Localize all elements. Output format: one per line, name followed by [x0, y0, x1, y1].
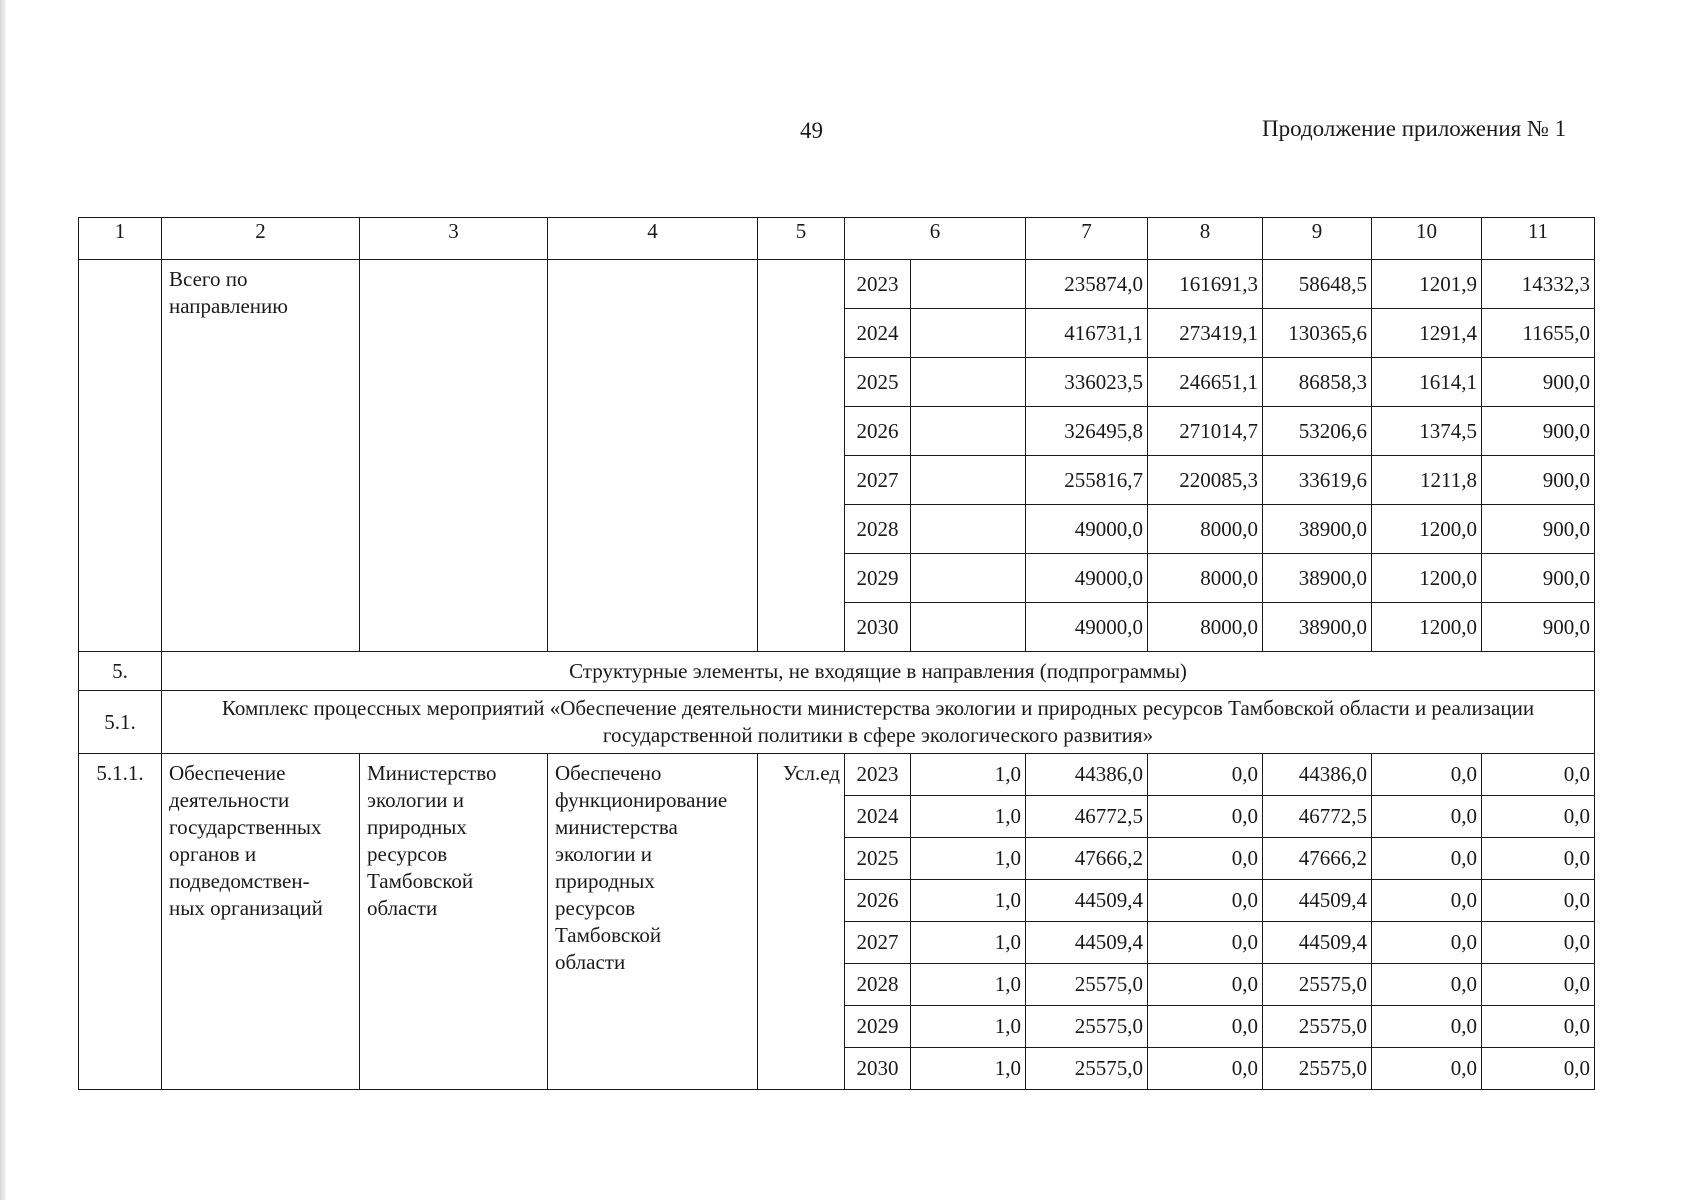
- total-cell: 25575,0: [1026, 964, 1148, 1006]
- block2-result-line: функционирование: [555, 788, 728, 812]
- indicator-cell: 1,0: [911, 796, 1026, 838]
- federal-cell: 0,0: [1148, 796, 1263, 838]
- indicator-cell: 1,0: [911, 754, 1026, 796]
- federal-cell: 0,0: [1148, 838, 1263, 880]
- regional-cell: 25575,0: [1263, 1006, 1372, 1048]
- block2-unit-cell: Усл.ед: [758, 754, 845, 1090]
- year-cell: 2024: [845, 309, 911, 358]
- extrabudget-cell: 900,0: [1482, 603, 1595, 652]
- column-header-2: 2: [162, 218, 360, 260]
- local-cell: 1614,1: [1372, 358, 1482, 407]
- regional-cell: 44509,4: [1263, 922, 1372, 964]
- year-cell: 2025: [845, 358, 911, 407]
- indicator-cell: 1,0: [911, 838, 1026, 880]
- extrabudget-cell: 0,0: [1482, 796, 1595, 838]
- block1-executor-cell: [360, 260, 548, 652]
- indicator-cell: [911, 260, 1026, 309]
- local-cell: 0,0: [1372, 754, 1482, 796]
- appendix-continuation-label: Продолжение приложения № 1: [1262, 116, 1567, 141]
- year-cell: 2025: [845, 838, 911, 880]
- indicator-cell: [911, 407, 1026, 456]
- block1-name-cell: Всего по направлению: [162, 260, 360, 652]
- federal-cell: 271014,7: [1148, 407, 1263, 456]
- block2-name-line: Обеспечение: [169, 761, 286, 785]
- total-cell: 25575,0: [1026, 1006, 1148, 1048]
- budget-table: [78, 217, 1595, 1090]
- federal-cell: 8000,0: [1148, 603, 1263, 652]
- block2-name-line: деятельности: [169, 788, 290, 812]
- federal-cell: 0,0: [1148, 964, 1263, 1006]
- local-cell: 0,0: [1372, 838, 1482, 880]
- column-header-7: 7: [1026, 218, 1148, 260]
- local-cell: 0,0: [1372, 1048, 1482, 1090]
- regional-cell: 130365,6: [1263, 309, 1372, 358]
- total-cell: 235874,0: [1026, 260, 1148, 309]
- block2-executor-cell: [360, 754, 548, 1090]
- extrabudget-cell: 900,0: [1482, 505, 1595, 554]
- block2-name-line: органов и: [169, 842, 257, 866]
- block2-executor-line: области: [367, 896, 438, 920]
- year-cell: 2029: [845, 1006, 911, 1048]
- year-cell: 2027: [845, 456, 911, 505]
- column-header-9: 9: [1263, 218, 1372, 260]
- block1-result-cell: [548, 260, 758, 652]
- total-cell: 255816,7: [1026, 456, 1148, 505]
- extrabudget-cell: 900,0: [1482, 358, 1595, 407]
- indicator-cell: 1,0: [911, 1006, 1026, 1048]
- extrabudget-cell: 0,0: [1482, 880, 1595, 922]
- extrabudget-cell: 0,0: [1482, 1048, 1595, 1090]
- block1-unit-cell: [758, 260, 845, 652]
- block2-executor-line: природных: [367, 815, 467, 839]
- column-header-11: 11: [1482, 218, 1595, 260]
- local-cell: 1200,0: [1372, 603, 1482, 652]
- local-cell: 1200,0: [1372, 554, 1482, 603]
- year-cell: 2030: [845, 1048, 911, 1090]
- indicator-cell: [911, 505, 1026, 554]
- section-number: 5.: [79, 652, 162, 691]
- column-header-5: 5: [758, 218, 845, 260]
- local-cell: 1211,8: [1372, 456, 1482, 505]
- subsection-row: [79, 691, 1595, 754]
- federal-cell: 161691,3: [1148, 260, 1263, 309]
- indicator-cell: 1,0: [911, 922, 1026, 964]
- federal-cell: 0,0: [1148, 922, 1263, 964]
- extrabudget-cell: 0,0: [1482, 1006, 1595, 1048]
- local-cell: 0,0: [1372, 964, 1482, 1006]
- local-cell: 1374,5: [1372, 407, 1482, 456]
- extrabudget-cell: 14332,3: [1482, 260, 1595, 309]
- local-cell: 0,0: [1372, 1006, 1482, 1048]
- extrabudget-cell: 900,0: [1482, 554, 1595, 603]
- block2-name-line: государственных: [169, 815, 322, 839]
- extrabudget-cell: 0,0: [1482, 964, 1595, 1006]
- column-header-10: 10: [1372, 218, 1482, 260]
- indicator-cell: [911, 554, 1026, 603]
- block2-executor-line: Тамбовской: [367, 869, 474, 893]
- block2-executor-line: экологии и: [367, 788, 464, 812]
- local-cell: 0,0: [1372, 922, 1482, 964]
- regional-cell: 47666,2: [1263, 838, 1372, 880]
- table-row: [79, 754, 1595, 796]
- column-number-header-row: [79, 218, 1595, 260]
- federal-cell: 0,0: [1148, 1048, 1263, 1090]
- federal-cell: 8000,0: [1148, 554, 1263, 603]
- indicator-cell: [911, 309, 1026, 358]
- extrabudget-cell: 900,0: [1482, 456, 1595, 505]
- federal-cell: 0,0: [1148, 1006, 1263, 1048]
- regional-cell: 53206,6: [1263, 407, 1372, 456]
- total-cell: 25575,0: [1026, 1048, 1148, 1090]
- total-cell: 44509,4: [1026, 880, 1148, 922]
- total-cell: 47666,2: [1026, 838, 1148, 880]
- total-cell: 326495,8: [1026, 407, 1148, 456]
- year-cell: 2029: [845, 554, 911, 603]
- block2-result-line: Обеспечено: [555, 761, 662, 785]
- block2-executor-line: ресурсов: [367, 842, 448, 866]
- block2-result-cell: [548, 754, 758, 1090]
- total-cell: 46772,5: [1026, 796, 1148, 838]
- year-cell: 2030: [845, 603, 911, 652]
- total-cell: 44509,4: [1026, 922, 1148, 964]
- year-cell: 2026: [845, 880, 911, 922]
- column-header-3: 3: [360, 218, 548, 260]
- column-header-6: 6: [845, 218, 1026, 260]
- year-cell: 2028: [845, 964, 911, 1006]
- federal-cell: 8000,0: [1148, 505, 1263, 554]
- total-cell: 336023,5: [1026, 358, 1148, 407]
- page-number: 49: [800, 118, 823, 143]
- block2-result-line: природных: [555, 869, 655, 893]
- local-cell: 1201,9: [1372, 260, 1482, 309]
- local-cell: 1200,0: [1372, 505, 1482, 554]
- scan-edge: [0, 0, 6, 1200]
- extrabudget-cell: 900,0: [1482, 407, 1595, 456]
- federal-cell: 246651,1: [1148, 358, 1263, 407]
- regional-cell: 44386,0: [1263, 754, 1372, 796]
- regional-cell: 86858,3: [1263, 358, 1372, 407]
- indicator-cell: [911, 456, 1026, 505]
- block2-number-cell: 5.1.1.: [79, 754, 162, 1090]
- total-cell: 44386,0: [1026, 754, 1148, 796]
- block2-result-line: области: [555, 950, 626, 974]
- section-row: [79, 652, 1595, 691]
- regional-cell: 25575,0: [1263, 1048, 1372, 1090]
- local-cell: 1291,4: [1372, 309, 1482, 358]
- regional-cell: 38900,0: [1263, 505, 1372, 554]
- regional-cell: 33619,6: [1263, 456, 1372, 505]
- federal-cell: 0,0: [1148, 880, 1263, 922]
- year-cell: 2023: [845, 754, 911, 796]
- total-cell: 49000,0: [1026, 554, 1148, 603]
- block2-result-line: экологии и: [555, 842, 652, 866]
- extrabudget-cell: 0,0: [1482, 754, 1595, 796]
- federal-cell: 273419,1: [1148, 309, 1263, 358]
- block2-name-line: ных организаций: [169, 896, 323, 920]
- block1-number-cell: [79, 260, 162, 652]
- subsection-number: 5.1.: [79, 691, 162, 754]
- indicator-cell: 1,0: [911, 1048, 1026, 1090]
- block2-result-line: министерства: [555, 815, 678, 839]
- year-cell: 2024: [845, 796, 911, 838]
- block2-name-line: подведомствен-: [169, 869, 310, 893]
- block2-executor-line: Министерство: [367, 761, 497, 785]
- indicator-cell: 1,0: [911, 880, 1026, 922]
- federal-cell: 220085,3: [1148, 456, 1263, 505]
- column-header-8: 8: [1148, 218, 1263, 260]
- year-cell: 2023: [845, 260, 911, 309]
- subsection-title: Комплекс процессных мероприятий «Обеспечение деятельности министерства экологии и природных ресурсов Тамбовской области и реализации государственной политики в сфере экологического развития»: [162, 691, 1595, 754]
- indicator-cell: 1,0: [911, 964, 1026, 1006]
- total-cell: 416731,1: [1026, 309, 1148, 358]
- extrabudget-cell: 0,0: [1482, 922, 1595, 964]
- federal-cell: 0,0: [1148, 754, 1263, 796]
- block2-result-line: Тамбовской: [555, 923, 662, 947]
- column-header-1: 1: [79, 218, 162, 260]
- extrabudget-cell: 11655,0: [1482, 309, 1595, 358]
- block2-name-cell: [162, 754, 360, 1090]
- regional-cell: 44509,4: [1263, 880, 1372, 922]
- regional-cell: 25575,0: [1263, 964, 1372, 1006]
- regional-cell: 38900,0: [1263, 603, 1372, 652]
- indicator-cell: [911, 358, 1026, 407]
- extrabudget-cell: 0,0: [1482, 838, 1595, 880]
- year-cell: 2027: [845, 922, 911, 964]
- regional-cell: 58648,5: [1263, 260, 1372, 309]
- indicator-cell: [911, 603, 1026, 652]
- local-cell: 0,0: [1372, 796, 1482, 838]
- column-header-4: 4: [548, 218, 758, 260]
- table-row: [79, 260, 1595, 309]
- regional-cell: 38900,0: [1263, 554, 1372, 603]
- local-cell: 0,0: [1372, 880, 1482, 922]
- regional-cell: 46772,5: [1263, 796, 1372, 838]
- section-title: Структурные элементы, не входящие в направления (подпрограммы): [162, 652, 1595, 691]
- total-cell: 49000,0: [1026, 505, 1148, 554]
- total-cell: 49000,0: [1026, 603, 1148, 652]
- block2-result-line: ресурсов: [555, 896, 636, 920]
- year-cell: 2028: [845, 505, 911, 554]
- year-cell: 2026: [845, 407, 911, 456]
